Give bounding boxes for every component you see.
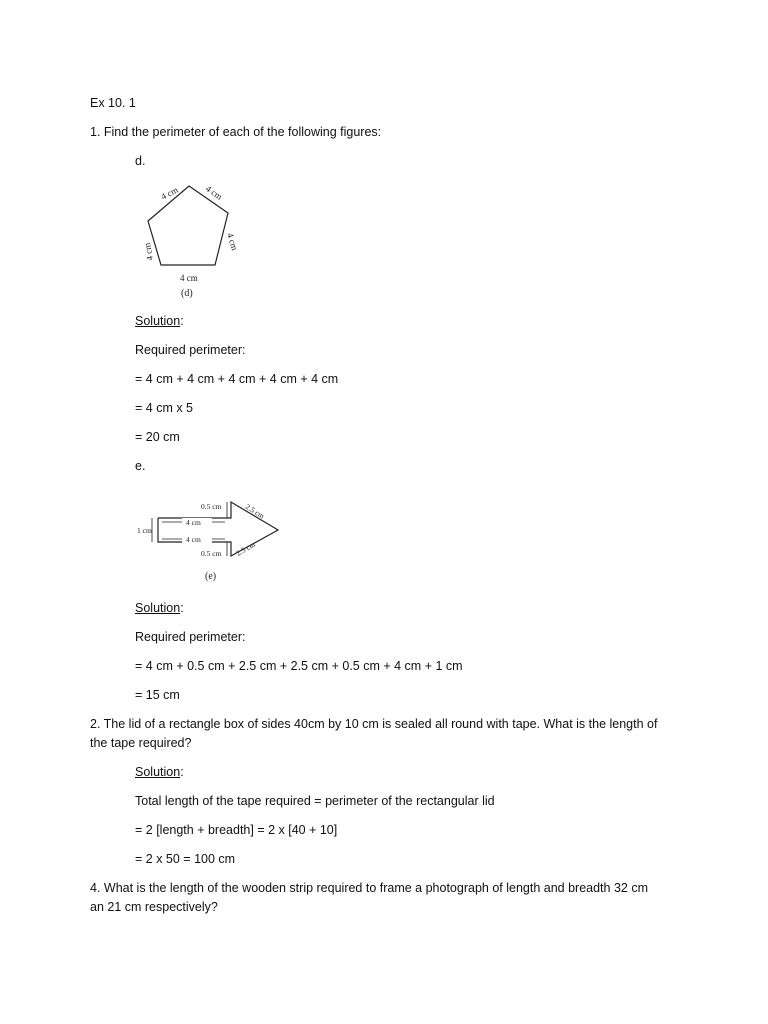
figure-d-caption: (d) [181,288,193,299]
pentagon-side-label: 4 cm [225,231,240,252]
solution-d-line: Required perimeter: [135,343,246,357]
top-small-label: 0.5 cm [201,502,222,511]
solution-label: Solution [135,601,181,615]
inner-top-label: 4 cm [186,518,201,527]
pentagon-side-label: 4 cm [142,242,155,262]
question-4-text: 4. What is the length of the wooden strip required to frame a photograph of length and breadth 32 cm [90,881,648,895]
solution-e-line: = 15 cm [135,688,180,702]
question-2-text: 2. The lid of a rectangle box of sides 40cm by 10 cm is sealed all round with tape. What is the length of [90,717,658,731]
question-1-text: 1. Find the perimeter of each of the following figures: [90,125,382,139]
solution-2-line: = 2 x 50 = 100 cm [135,852,236,866]
top-slant-label: 2.5 cm [243,502,267,521]
part-e-label: e. [135,459,146,473]
question-4-text: an 21 cm respectively? [90,900,218,914]
solution-colon: : [180,314,184,328]
solution-e-line: = 4 cm + 0.5 cm + 2.5 cm + 2.5 cm + 0.5 cm + 4 cm + 1 cm [135,659,463,673]
solution-d-line: = 4 cm + 4 cm + 4 cm + 4 cm + 4 cm [135,372,339,386]
solution-d-heading [135,313,184,329]
solution-d-line: = 4 cm x 5 [135,401,194,415]
solution-d-line: = 20 cm [135,430,180,444]
solution-2-heading [135,764,184,780]
solution-colon: : [180,601,184,615]
pentagon-figure [135,178,245,304]
bottom-slant-label: 2.5 cm [234,539,257,558]
inner-bottom-label: 4 cm [186,535,201,544]
solution-label: Solution [135,765,181,779]
exercise-heading: Ex 10. 1 [90,96,136,110]
bottom-small-label: 0.5 cm [201,549,222,558]
figure-e-caption: (e) [205,571,217,582]
solution-2-line: Total length of the tape required = perimeter of the rectangular lid [135,794,495,808]
pentagon-side-label: 4 cm [180,273,198,283]
arrow-shape-figure [135,494,285,586]
pentagon-side-label: 4 cm [159,184,180,202]
solution-label: Solution [135,314,181,328]
part-d-label: d. [135,154,146,168]
solution-colon: : [180,765,184,779]
left-side-label: 1 cm [137,526,152,535]
pentagon-side-label: 4 cm [203,183,225,202]
solution-e-line: Required perimeter: [135,630,246,644]
solution-2-line: = 2 [length + breadth] = 2 x [40 + 10] [135,823,338,837]
question-2-text: the tape required? [90,736,192,750]
solution-e-heading [135,600,184,616]
